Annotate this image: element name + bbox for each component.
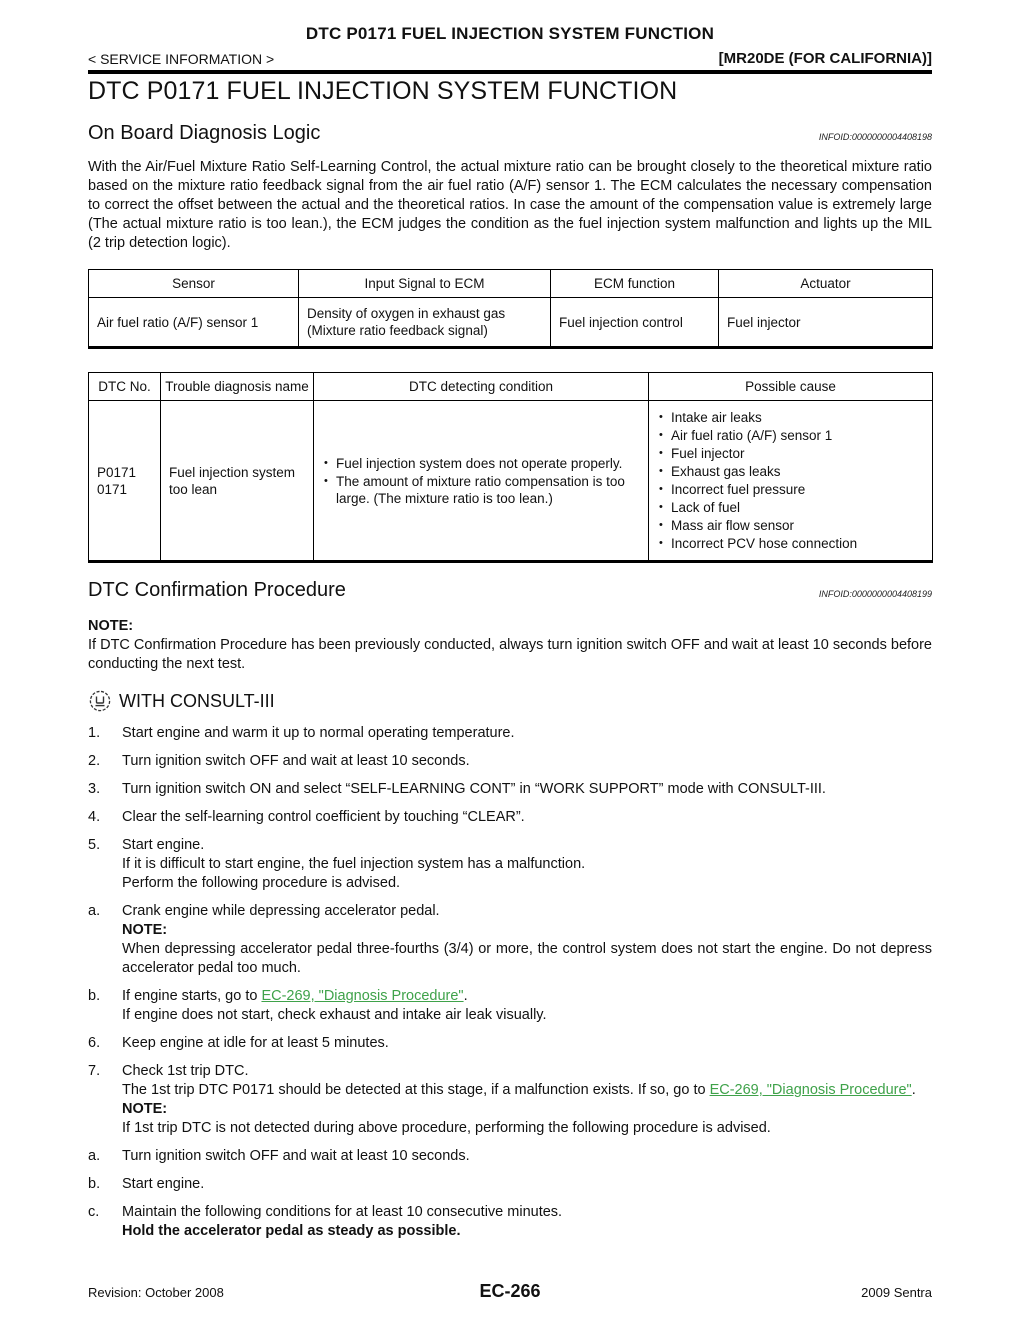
- procedure-step: [88, 1062, 932, 1138]
- step-marker: 7.: [88, 1063, 101, 1079]
- table-cell: Air fuel ratio (A/F) sensor 1: [89, 298, 299, 348]
- table-header-row: [89, 270, 933, 298]
- procedure-step: [88, 1034, 932, 1053]
- step-text: Start engine.: [122, 1176, 205, 1192]
- step-content: [122, 836, 932, 893]
- diagnosis-procedure-link[interactable]: EC-269, "Diagnosis Procedure": [709, 1082, 912, 1098]
- bullet-icon: •: [659, 537, 663, 549]
- table-cell: P0171 0171: [89, 401, 161, 562]
- procedure-list: [88, 724, 932, 1241]
- step-text: If engine does not start, check exhaust and intake air leak visually.: [122, 1007, 547, 1023]
- step-text: NOTE:: [122, 1101, 168, 1117]
- step-text: Keep engine at idle for at least 5 minutes.: [122, 1035, 389, 1051]
- column-header: DTC detecting condition: [314, 373, 649, 401]
- diagnosis-procedure-link[interactable]: EC-269, "Diagnosis Procedure": [261, 988, 464, 1004]
- procedure-step: [88, 1147, 932, 1166]
- step-marker: b.: [88, 988, 101, 1004]
- bullet-icon: •: [659, 501, 663, 513]
- bullet-icon: •: [659, 411, 663, 423]
- procedure-step: [88, 1203, 932, 1241]
- page-footer: [88, 1281, 932, 1302]
- step-content: [122, 780, 932, 799]
- obd-paragraph: With the Air/Fuel Mixture Ratio Self-Learning Control, the actual mixture ratio can be brought closely to the theoretical mixture ratio based on the mixture ratio feedback signal from the air fuel ratio (A/F) sensor 1. The ECM calculates the necessary compensation to correct the offset between the actual and the theoretical ratios. In case the amount of the compensation value is extremely large (The actual mixture ratio is too lean.), the ECM judges the condition as the fuel injection system malfunction and lights up the MIL (2 trip detection logic).: [88, 159, 932, 251]
- column-header: ECM function: [551, 270, 719, 298]
- procedure-step: [88, 1175, 932, 1194]
- sensor-table: [88, 269, 933, 349]
- running-title: DTC P0171 FUEL INJECTION SYSTEM FUNCTION: [305, 24, 715, 43]
- step-marker: 4.: [88, 809, 101, 825]
- step-text: If 1st trip DTC is not detected during above procedure, performing the following procedure is advised.: [122, 1120, 771, 1136]
- confirmation-heading: DTC Confirmation Procedure: [88, 579, 346, 601]
- procedure-step: [88, 724, 932, 743]
- consult-heading-label: WITH CONSULT-III: [119, 690, 275, 711]
- step-content: [122, 987, 932, 1025]
- step-text: Perform the following procedure is advised.: [122, 875, 401, 891]
- dtc-table: [88, 372, 933, 563]
- column-header: Input Signal to ECM: [299, 270, 551, 298]
- table-row: [89, 401, 933, 562]
- step-text: Crank engine while depressing accelerator pedal.: [122, 903, 440, 919]
- consult-icon: [88, 689, 112, 713]
- procedure-step: [88, 902, 932, 978]
- obd-heading: On Board Diagnosis Logic: [88, 122, 321, 144]
- step-text: Turn ignition switch ON and select “SELF-LEARNING CONT” in “WORK SUPPORT” mode with CONSULT-III.: [122, 781, 826, 797]
- step-content: [122, 1034, 932, 1053]
- step-content: [122, 808, 932, 827]
- step-text: Turn ignition switch OFF and wait at least 10 seconds.: [122, 753, 470, 769]
- step-marker: 5.: [88, 837, 101, 853]
- table-cell: Fuel injector: [719, 298, 933, 348]
- document-header: [88, 24, 932, 74]
- step-marker: a.: [88, 903, 101, 919]
- step-text: NOTE:: [122, 922, 168, 938]
- bullet-icon: •: [324, 456, 328, 469]
- step-text: If engine starts, go to: [122, 988, 262, 1004]
- bullet-item: • Incorrect fuel pressure: [659, 482, 806, 497]
- table-cell: [314, 401, 649, 562]
- procedure-step: [88, 808, 932, 827]
- step-text: Start engine and warm it up to normal operating temperature.: [122, 725, 515, 741]
- step-text: Clear the self-learning control coefficient by touching “CLEAR”.: [122, 809, 525, 825]
- bullet-icon: •: [659, 483, 663, 495]
- header-rule: [88, 70, 932, 74]
- bullet-item: • Exhaust gas leaks: [659, 464, 781, 479]
- bullet-icon: •: [659, 429, 663, 441]
- obd-infoid-label: INFOID:0000000004408198: [818, 132, 932, 142]
- step-content: [122, 1175, 932, 1194]
- step-text: Maintain the following conditions for at least 10 consecutive minutes.: [122, 1204, 563, 1220]
- step-content: [122, 752, 932, 771]
- step-text: If it is difficult to start engine, the fuel injection system has a malfunction.: [122, 856, 586, 872]
- bullet-item: • Lack of fuel: [659, 500, 741, 515]
- consult-heading: [88, 689, 932, 713]
- revision-label: Revision: October 2008: [88, 1285, 224, 1300]
- bullet-item: • Fuel injection system does not operate properly.: [324, 455, 623, 471]
- step-text: Start engine.: [122, 837, 205, 853]
- bullet-icon: •: [659, 465, 663, 477]
- procedure-step: [88, 987, 932, 1025]
- bullet-item: • Incorrect PCV hose connection: [659, 536, 858, 551]
- column-header: Actuator: [719, 270, 933, 298]
- step-content: [122, 1147, 932, 1166]
- step-text: Hold the accelerator pedal as steady as possible.: [122, 1223, 461, 1239]
- step-content: [122, 902, 932, 978]
- table-cell: [649, 401, 933, 562]
- column-header: Possible cause: [649, 373, 933, 401]
- step-text: .: [911, 1082, 916, 1098]
- step-content: [122, 1203, 932, 1241]
- procedure-step: [88, 752, 932, 771]
- table-cell: Density of oxygen in exhaust gas (Mixture ratio feedback signal): [299, 298, 551, 348]
- page-number: EC-266: [479, 1281, 541, 1301]
- table-cell: Fuel injection system too lean: [161, 401, 314, 562]
- breadcrumb: < SERVICE INFORMATION >: [88, 51, 275, 67]
- page-title: DTC P0171 FUEL INJECTION SYSTEM FUNCTION: [88, 77, 678, 105]
- engine-variant-tag: [MR20DE (FOR CALIFORNIA)]: [718, 50, 932, 67]
- step-marker: 6.: [88, 1035, 101, 1051]
- step-text: When depressing accelerator pedal three-fourths (3/4) or more, the control system does not start the engine. Do not depress accelerator pedal too much.: [122, 941, 932, 976]
- procedure-step: [88, 780, 932, 799]
- bullet-icon: •: [659, 447, 663, 459]
- bullet-item: • Intake air leaks: [659, 410, 762, 425]
- step-text: Turn ignition switch OFF and wait at least 10 seconds.: [122, 1148, 470, 1164]
- step-text: Check 1st trip DTC.: [122, 1063, 249, 1079]
- step-marker: a.: [88, 1148, 101, 1164]
- confirmation-infoid-label: INFOID:0000000004408199: [818, 589, 932, 599]
- table-cell: Fuel injection control: [551, 298, 719, 348]
- section-head-confirmation: [88, 579, 932, 602]
- column-header: Trouble diagnosis name: [161, 373, 314, 401]
- step-marker: 1.: [88, 725, 101, 741]
- column-header: Sensor: [89, 270, 299, 298]
- table-header-row: [89, 373, 933, 401]
- bullet-item: • Mass air flow sensor: [659, 518, 795, 533]
- bullet-item: • Air fuel ratio (A/F) sensor 1: [659, 428, 833, 443]
- step-marker: 3.: [88, 781, 101, 797]
- bullet-icon: •: [659, 519, 663, 531]
- note-label: NOTE:: [88, 618, 134, 634]
- procedure-step: [88, 836, 932, 893]
- bullet-icon: •: [324, 474, 328, 487]
- step-content: [122, 724, 932, 743]
- note-paragraph: If DTC Confirmation Procedure has been previously conducted, always turn ignition switch OFF and wait at least 10 seconds before conducting the next test.: [88, 637, 932, 672]
- table-row: [89, 298, 933, 348]
- step-marker: 2.: [88, 753, 101, 769]
- step-marker: b.: [88, 1176, 101, 1192]
- column-header: DTC No.: [89, 373, 161, 401]
- step-text: .: [463, 988, 468, 1004]
- bullet-item: • The amount of mixture ratio compensation is too large. (The mixture ratio is too lean.): [324, 473, 625, 506]
- section-head-obd: [88, 122, 932, 145]
- bullet-item: • Fuel injector: [659, 446, 745, 461]
- model-label: 2009 Sentra: [861, 1285, 932, 1300]
- step-content: [122, 1062, 932, 1138]
- step-marker: c.: [88, 1204, 100, 1220]
- step-text: The 1st trip DTC P0171 should be detected at this stage, if a malfunction exists. If so, go to: [122, 1082, 710, 1098]
